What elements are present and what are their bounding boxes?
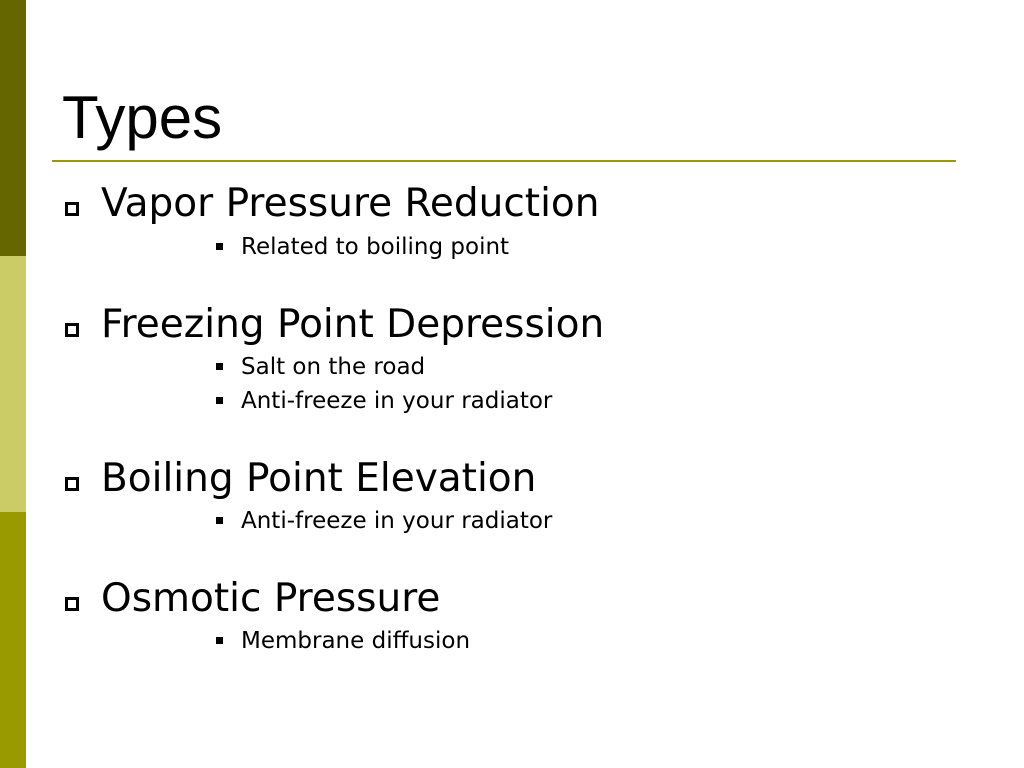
title-underline [52,160,956,162]
slide-title: Types [62,84,223,151]
sub-list-item-label: Anti-freeze in your radiator [241,388,553,414]
sub-list-item-label: Membrane diffusion [241,628,471,654]
sub-list-item-label: Related to boiling point [241,234,510,260]
square-bullet-icon [216,243,223,250]
list-item-label: Vapor Pressure Reduction [101,181,600,226]
side-bar-top-segment [0,0,26,256]
square-bullet-icon [216,397,223,404]
square-bullet-icon [216,363,223,370]
hollow-square-bullet-icon [65,597,79,611]
hollow-square-bullet-icon [65,202,79,216]
hollow-square-bullet-icon [65,477,79,491]
list-item-label: Freezing Point Depression [101,302,605,347]
square-bullet-icon [216,637,223,644]
side-bar-middle-segment [0,256,26,512]
hollow-square-bullet-icon [65,323,79,337]
list-item-label: Osmotic Pressure [101,576,441,621]
square-bullet-icon [216,517,223,524]
list-item-label: Boiling Point Elevation [101,456,537,501]
sub-list-item-label: Anti-freeze in your radiator [241,508,553,534]
side-bar-bottom-segment [0,512,26,768]
sub-list-item-label: Salt on the road [241,354,426,380]
